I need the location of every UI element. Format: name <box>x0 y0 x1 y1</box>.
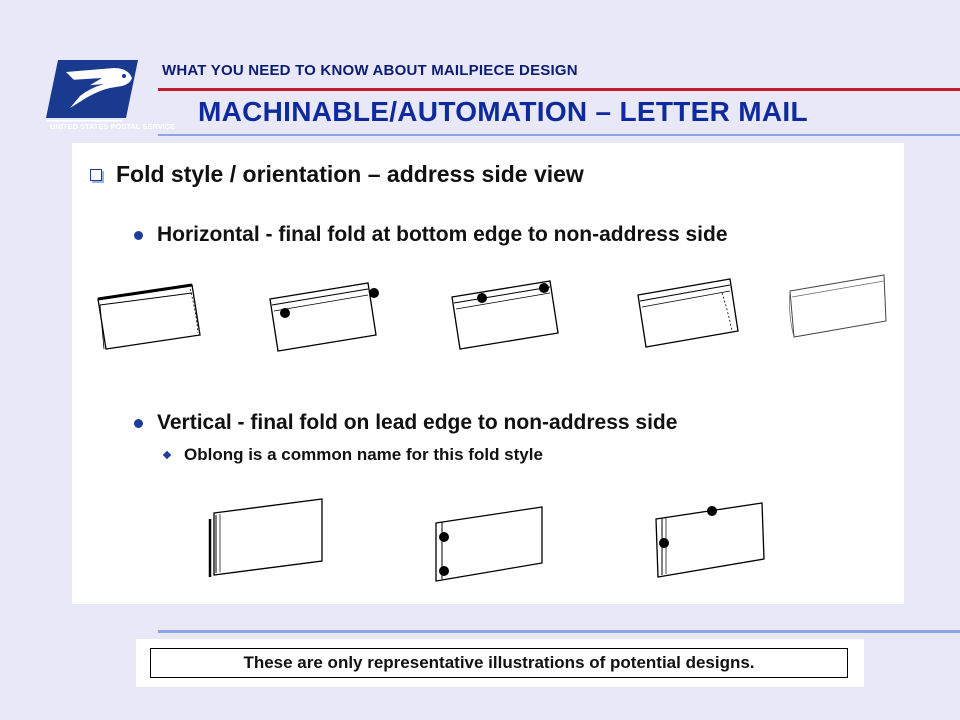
punch-hole-mark <box>539 283 549 293</box>
logo-wordmark: UNITED STATES POSTAL SERVICE <box>50 122 176 131</box>
oblong-note-text: Oblong is a common name for this fold style <box>184 445 543 464</box>
diamond-bullet-icon <box>163 451 171 459</box>
punch-hole-mark <box>280 308 290 318</box>
horizontal-fold-illustration-4 <box>632 271 744 356</box>
heading-text: Fold style / orientation – address side view <box>116 161 584 187</box>
oblong-note-item <box>164 445 543 465</box>
horizontal-fold-illustration-2 <box>270 283 379 351</box>
horizontal-fold-illustration-5 <box>782 269 894 354</box>
header-divider-red <box>158 88 960 91</box>
disclaimer-text: These are only representative illustrations of potential designs. <box>243 653 755 672</box>
punch-hole-mark <box>439 566 449 576</box>
vertical-fold-item <box>134 411 677 435</box>
punch-hole-mark <box>659 538 669 548</box>
round-bullet-icon <box>134 231 143 240</box>
punch-hole-mark <box>707 506 717 516</box>
page-title: MACHINABLE/AUTOMATION – LETTER MAIL <box>198 96 808 127</box>
checkbox-bullet-icon <box>90 169 102 181</box>
horizontal-fold-label: Horizontal - final fold at bottom edge to non-address side <box>157 223 728 246</box>
vertical-fold-illustration-2 <box>436 507 542 581</box>
content-panel <box>72 143 904 604</box>
punch-hole-mark <box>477 293 487 303</box>
punch-hole-mark <box>369 288 379 298</box>
title-divider-blue <box>158 134 960 136</box>
round-bullet-icon <box>134 419 143 428</box>
horizontal-fold-illustration-1 <box>92 271 204 356</box>
punch-hole-mark <box>439 532 449 542</box>
usps-eagle-logo <box>40 56 176 146</box>
horizontal-fold-illustration-3 <box>452 281 558 349</box>
disclaimer-panel <box>136 639 864 687</box>
vertical-fold-illustration-3 <box>656 503 764 577</box>
disclaimer-box <box>150 648 848 678</box>
footer-divider-blue <box>158 630 960 633</box>
horizontal-fold-item <box>134 223 728 247</box>
vertical-fold-label: Vertical - final fold on lead edge to non-address side <box>157 411 678 434</box>
vertical-fold-illustration-1 <box>204 495 328 581</box>
section-supertitle: WHAT YOU NEED TO KNOW ABOUT MAILPIECE DESIGN <box>162 62 578 79</box>
fold-style-heading <box>90 161 584 188</box>
